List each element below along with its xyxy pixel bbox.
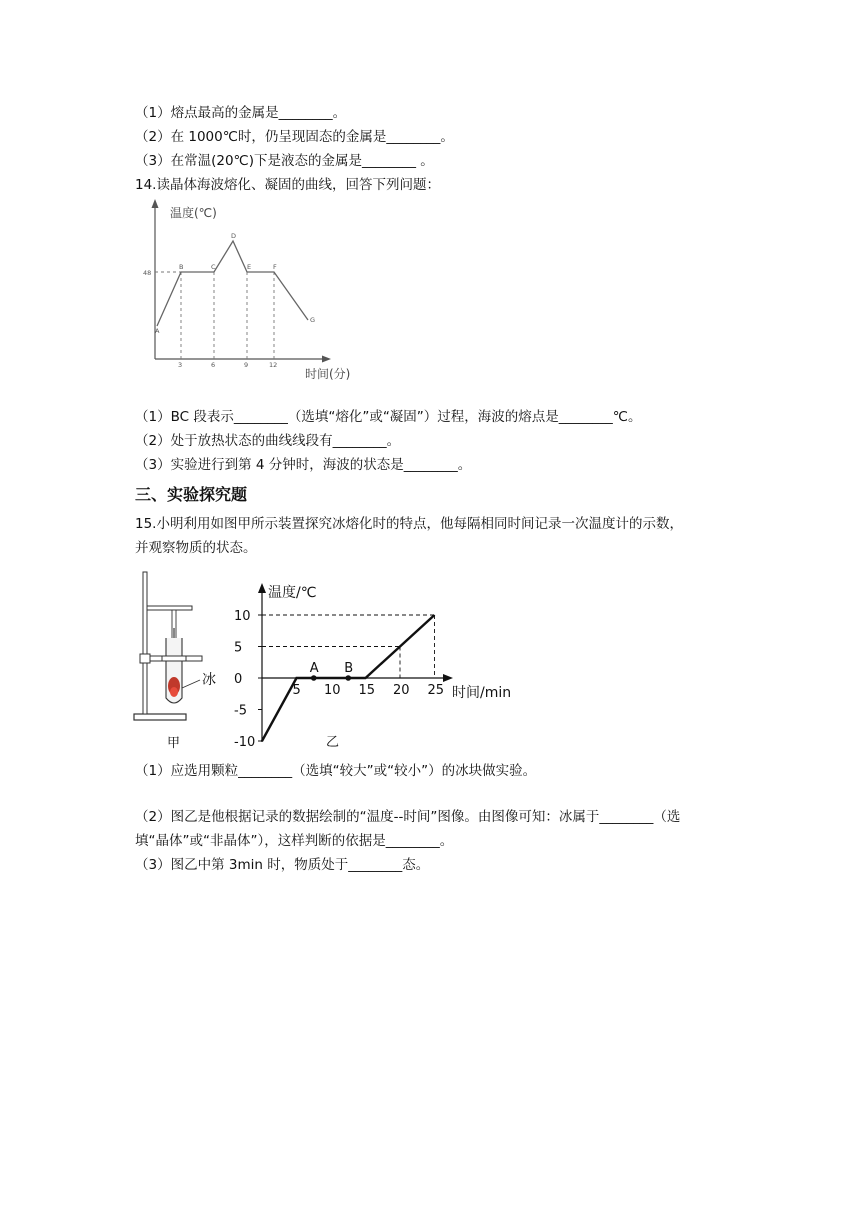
x-tick-3: 3 <box>178 361 183 369</box>
haibo-melting-chart <box>140 196 370 388</box>
point-label-f: F <box>273 263 277 271</box>
y-tick-label: -10 <box>234 735 256 750</box>
x-tick-label: 15 <box>358 683 376 698</box>
x-tick-6: 6 <box>211 361 216 369</box>
point-label-b: B <box>344 661 354 676</box>
ice-label: 冰 <box>202 672 216 688</box>
x-tick-label: 5 <box>292 683 301 698</box>
y-axis-label: 温度(℃) <box>170 206 217 220</box>
y-tick-label: 5 <box>234 640 243 656</box>
q14-item1: （1）BC 段表示________（选填“熔化”或“凝固”）过程，海波的熔点是________℃。 <box>135 409 642 425</box>
point-label-d: D <box>231 232 237 240</box>
x-tick-9: 9 <box>244 361 249 369</box>
q15-item1: （1）应选用颗粒________（选填“较大”或“较小”）的冰块做实验。 <box>135 763 537 779</box>
apparatus-figure <box>126 568 226 752</box>
temperature-curve <box>157 241 308 326</box>
x-tick-label: 20 <box>393 683 410 698</box>
point-a <box>311 675 317 681</box>
point-label-b: B <box>179 263 184 271</box>
x-tick-12: 12 <box>269 361 278 369</box>
q14-item3: （3）实验进行到第 4 分钟时，海波的状态是________。 <box>135 457 472 473</box>
figure-caption-yi: 乙 <box>326 735 340 750</box>
figure-caption-jia: 甲 <box>167 736 181 751</box>
q15-item2-line2: 填“晶体”或“非晶体”），这样判断的依据是________。 <box>135 833 454 849</box>
stand-base <box>134 714 186 720</box>
q15-item2-line1: （2）图乙是他根据记录的数据绘制的“温度--时间”图像。由图像可知：冰属于________（选 <box>135 809 681 825</box>
y-tick-label: 0 <box>234 672 243 687</box>
x-axis-arrow-icon <box>443 674 453 682</box>
point-b <box>345 675 351 681</box>
q14-stem: 14.读晶体海波熔化、凝固的曲线，回答下列问题： <box>135 177 440 193</box>
q15-item3: （3）图乙中第 3min 时，物质处于________态。 <box>135 857 430 873</box>
y-axis-arrow-icon <box>258 583 266 593</box>
q15-stem-line1: 15.小明利用如图甲所示装置探究冰熔化时的特点，他每隔相同时间记录一次温度计的示数， <box>135 516 683 532</box>
point-label-c: C <box>211 263 216 271</box>
x-tick-label: 10 <box>324 683 341 698</box>
y-tick-label: -5 <box>234 703 247 719</box>
section-title: 三、实验探究题 <box>135 485 248 504</box>
y-axis-label: 温度/℃ <box>268 585 317 601</box>
q14-item2: （2）处于放热状态的曲线线段有________。 <box>135 433 401 449</box>
ice-melting-chart <box>228 580 528 752</box>
x-axis-arrow-icon <box>322 356 331 363</box>
stand-rod <box>143 572 147 714</box>
q15-stem-line2: 并观察物质的状态。 <box>135 540 257 556</box>
x-axis-label: 时间(分) <box>305 367 351 381</box>
y-tick-label: 10 <box>234 609 251 624</box>
point-label-a: A <box>155 327 160 335</box>
point-label-g: G <box>310 316 316 324</box>
y-tick-48: 48 <box>143 269 152 277</box>
x-tick-label: 25 <box>427 683 445 698</box>
q13-item3: （3）在常温(20℃)下是液态的金属是________ 。 <box>135 153 434 169</box>
point-label-a: A <box>309 661 319 676</box>
x-axis-label: 时间/min <box>452 685 512 701</box>
upper-clamp-arm <box>147 606 192 610</box>
q13-item2: （2）在 1000℃时，仍呈现固态的金属是________。 <box>135 129 454 145</box>
q13-item1: （1）熔点最高的金属是________。 <box>135 105 347 121</box>
y-axis-arrow-icon <box>152 199 159 208</box>
point-label-e: E <box>247 263 252 271</box>
